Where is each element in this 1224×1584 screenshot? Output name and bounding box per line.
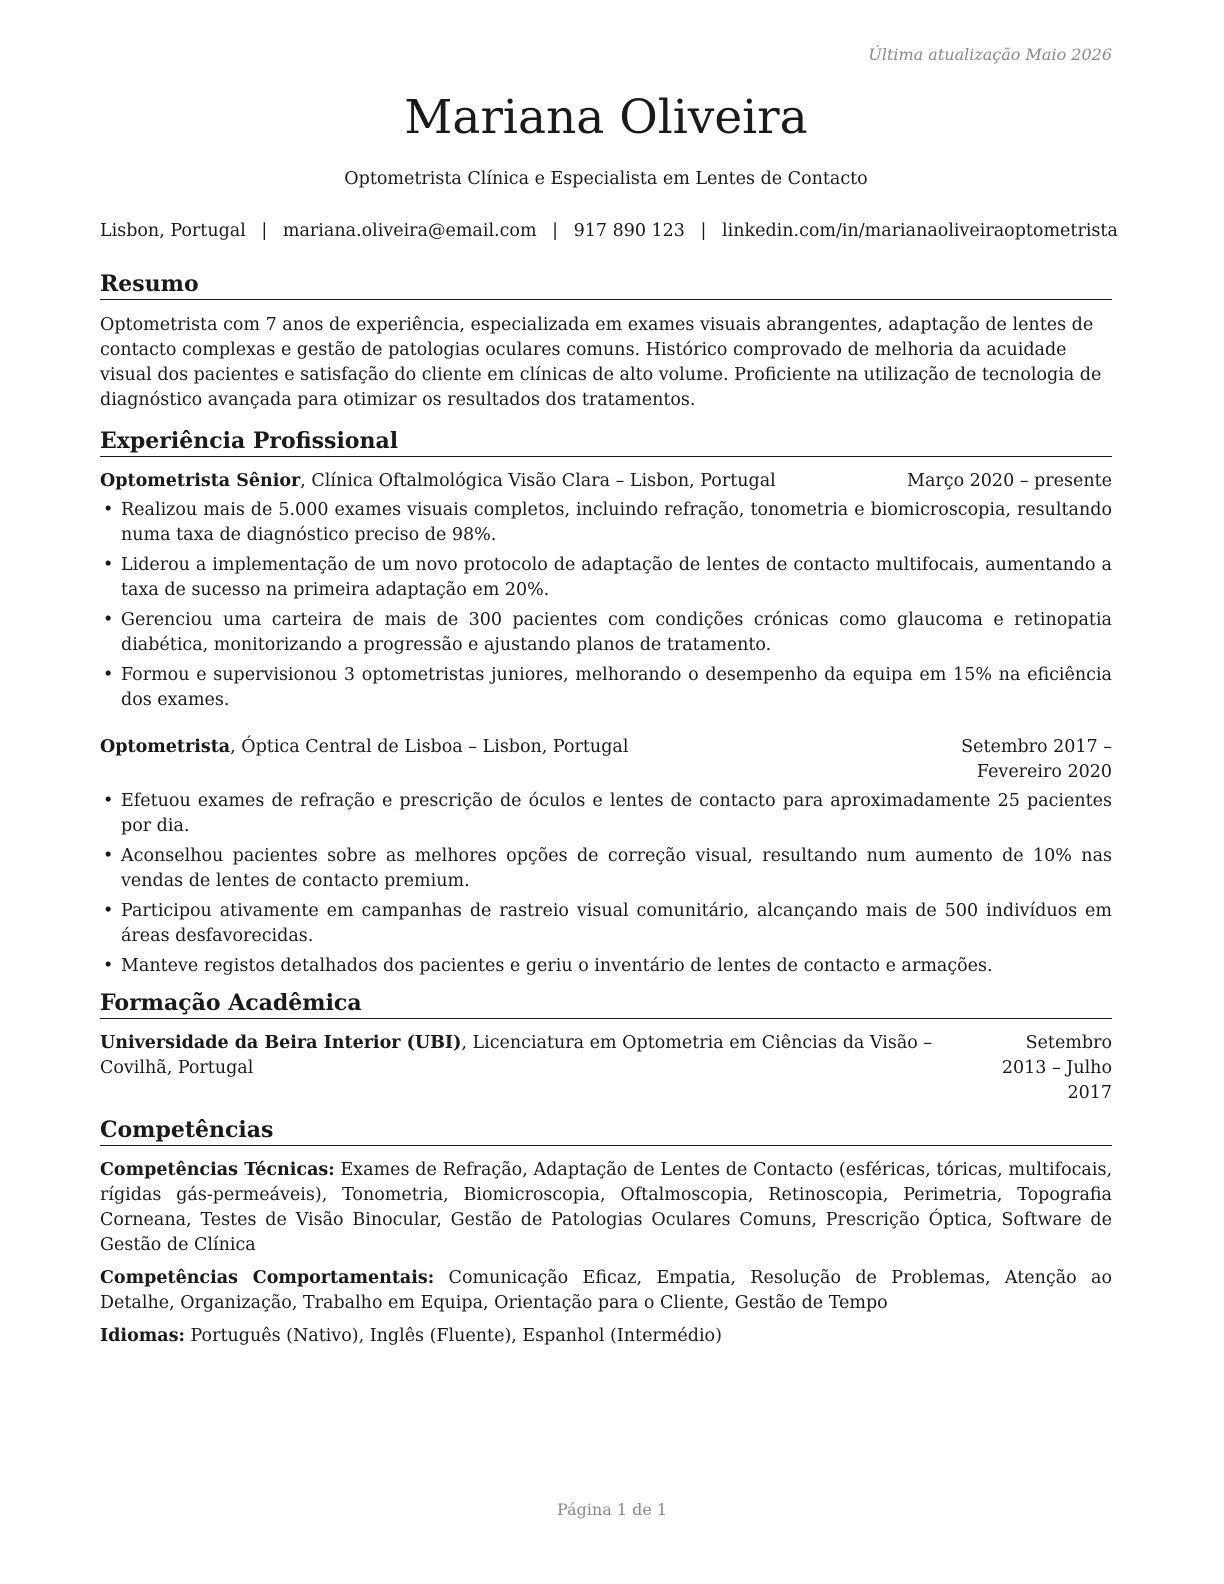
bullet-text: Participou ativamente em campanhas de rastreio visual comunitário, alcançando mais de 500 indivíduos em áreas desfavorecidas.	[121, 901, 1112, 946]
summary-text: Optometrista com 7 anos de experiência, especializada em exames visuais abrangentes, adaptação de lentes de contacto complexas e gestão de patologias oculares comuns. Histórico comprovado de melhoria da acuidade visual dos pacientes e satisfação do cliente em clínicas de alto volume. Proficiente na utilização de tecnologia de diagnóstico avançada para otimizar os resultados dos tratamentos.	[100, 315, 1102, 410]
job-bullets	[100, 789, 1112, 979]
skill-text: Comunicação Eficaz, Empatia, Resolução de Problemas, Atenção ao Detalhe, Organização, Trabalho em Equipa, Orientação para o Cliente, Gestão de Tempo	[100, 1268, 1112, 1313]
bullet-icon: •	[103, 610, 114, 630]
education-degree: , Licenciatura em Optometria em Ciências da Visão – Covilhã, Portugal	[100, 1033, 933, 1078]
list-item	[100, 553, 1112, 603]
skill-text: Exames de Refração, Adaptação de Lentes de Contacto (esféricas, tóricas, multifocais, rígidas gás-permeáveis), Tonometria, Biomicroscopia, Oftalmoscopia, Retinoscopia, Perimetria, Topografia Corneana, Testes de Visão Binocular, Gestão de Patologias Oculares Comuns, Prescrição Óptica, Software de Gestão de Clínica	[100, 1160, 1113, 1255]
education-section	[100, 989, 1112, 1106]
bullet-icon: •	[103, 901, 114, 921]
contact-separator: |	[552, 221, 559, 241]
contact-separator: |	[700, 221, 707, 241]
job-bullets	[100, 498, 1112, 713]
resume-content	[100, 270, 1112, 1359]
contact-line	[100, 219, 1118, 243]
section-title: Experiência Profissional	[100, 427, 1112, 457]
contact-email[interactable]: mariana.oliveira@email.com	[282, 221, 537, 241]
education-details	[100, 1031, 980, 1106]
education-dates: Setembro 2013 – Julho 2017	[1001, 1033, 1112, 1103]
list-item	[100, 663, 1112, 713]
bullet-icon: •	[103, 846, 114, 866]
page-number: Página 1 de 1	[556, 1500, 668, 1519]
job-entry	[100, 735, 1112, 979]
list-item	[100, 608, 1112, 658]
bullet-text: Efetuou exames de refração e prescrição de óculos e lentes de contacto para aproximadamente 25 pacientes por dia.	[121, 791, 1112, 836]
bullet-text: Formou e supervisionou 3 optometristas juniores, melhorando o desempenho da equipa em 15% na eficiência dos exames.	[121, 665, 1112, 710]
bullet-text: Realizou mais de 5.000 exames visuais completos, incluindo refração, tonometria e biomicroscopia, resultando numa taxa de diagnóstico preciso de 98%.	[121, 500, 1112, 545]
job-entry	[100, 469, 1112, 713]
education-entry	[100, 1031, 1112, 1106]
list-item	[100, 954, 1112, 979]
job-header	[100, 735, 1112, 785]
job-role: Optometrista	[100, 737, 231, 757]
bullet-text: Manteve registos detalhados dos pacientes e geriu o inventário de lentes de contacto e armações.	[121, 956, 993, 976]
bullet-icon: •	[103, 500, 114, 520]
candidate-name: Mariana Oliveira	[404, 90, 808, 145]
list-item	[100, 789, 1112, 839]
skills-section	[100, 1116, 1112, 1349]
experience-section	[100, 427, 1112, 979]
bullet-icon: •	[103, 791, 114, 811]
job-header	[100, 469, 1112, 494]
skill-group	[100, 1324, 1112, 1349]
skill-label: Competências Técnicas:	[100, 1160, 335, 1180]
skill-text: Português (Nativo), Inglês (Fluente), Espanhol (Intermédio)	[184, 1326, 722, 1346]
job-title-line	[100, 469, 776, 494]
bullet-icon: •	[103, 956, 114, 976]
job-organization: , Óptica Central de Lisboa – Lisbon, Portugal	[230, 737, 629, 757]
contact-phone: 917 890 123	[573, 221, 685, 241]
summary-section	[100, 270, 1112, 413]
job-role: Optometrista Sênior	[100, 471, 301, 491]
contact-separator: |	[261, 221, 268, 241]
section-title: Formação Acadêmica	[100, 989, 1112, 1019]
last-updated-note: Última atualização Maio 2026	[868, 45, 1112, 64]
skill-group	[100, 1266, 1112, 1316]
skill-label: Idiomas:	[100, 1326, 185, 1346]
bullet-text: Gerenciou uma carteira de mais de 300 pacientes com condições crónicas como glaucoma e retinopatia diabética, monitorizando a progressão e ajustando planos de tratamento.	[121, 610, 1112, 655]
job-dates: Março 2020 – presente	[907, 471, 1112, 491]
job-title-line	[100, 735, 628, 760]
education-school: Universidade da Beira Interior (UBI)	[100, 1033, 462, 1053]
skill-group	[100, 1158, 1112, 1258]
job-organization: , Clínica Oftalmológica Visão Clara – Lisbon, Portugal	[300, 471, 776, 491]
list-item	[100, 498, 1112, 548]
contact-location: Lisbon, Portugal	[100, 221, 246, 241]
job-dates: Setembro 2017 – Fevereiro 2020	[961, 737, 1112, 782]
contact-linkedin[interactable]: linkedin.com/in/marianaoliveiraoptometrista	[722, 221, 1118, 241]
bullet-text: Aconselhou pacientes sobre as melhores opções de correção visual, resultando num aumento de 10% nas vendas de lentes de contacto premium.	[121, 846, 1112, 891]
skill-label: Competências Comportamentais:	[100, 1268, 435, 1288]
section-title: Resumo	[100, 270, 1112, 300]
candidate-subtitle: Optometrista Clínica e Especialista em Lentes de Contacto	[344, 169, 868, 189]
list-item	[100, 844, 1112, 894]
bullet-icon: •	[103, 555, 114, 575]
bullet-text: Liderou a implementação de um novo protocolo de adaptação de lentes de contacto multifocais, aumentando a taxa de sucesso na primeira adaptação em 20%.	[121, 555, 1112, 600]
section-title: Competências	[100, 1116, 1112, 1146]
list-item	[100, 899, 1112, 949]
bullet-icon: •	[103, 665, 114, 685]
